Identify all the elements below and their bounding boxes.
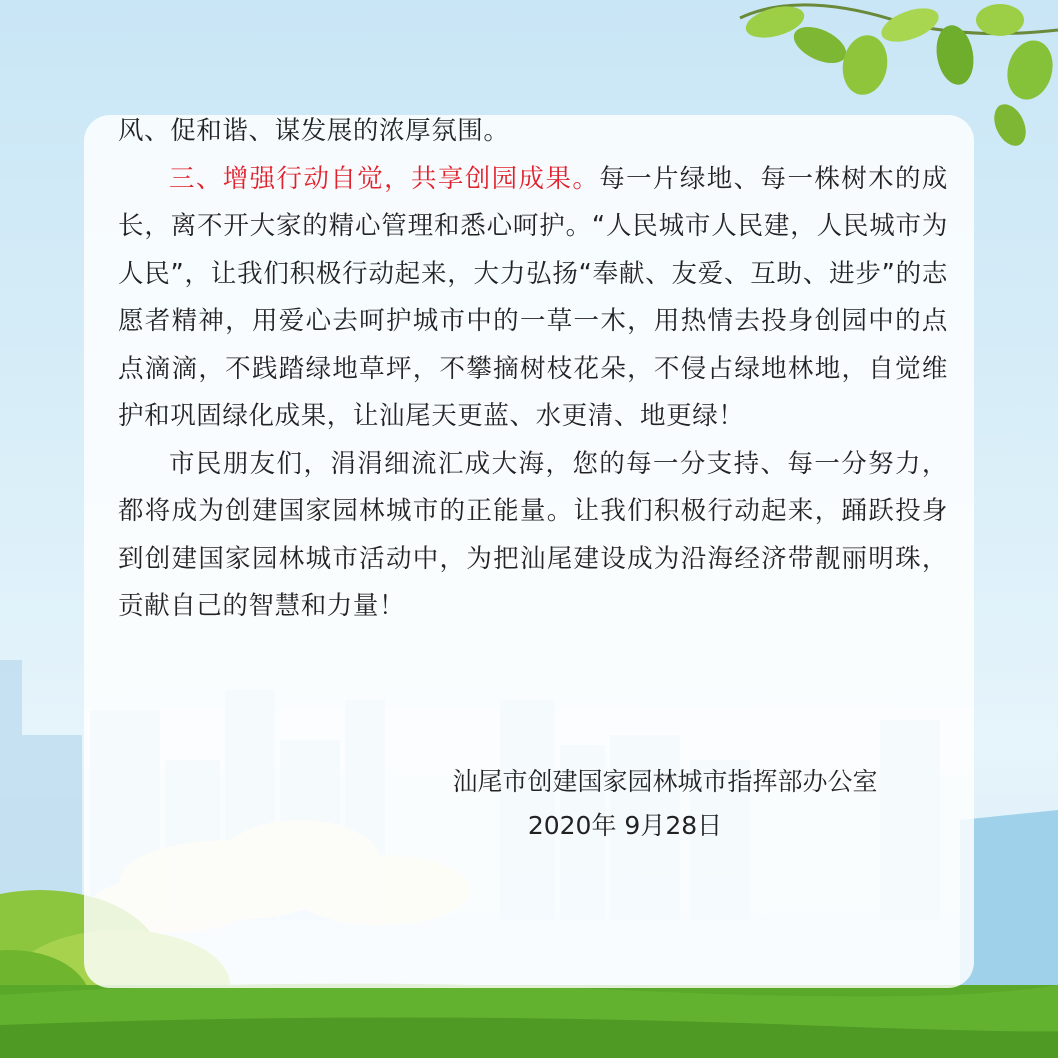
letter-body xyxy=(118,108,948,631)
section-three-heading: 三、增强行动自觉，共享创园成果。 xyxy=(169,163,600,194)
signature-date: 2020年 9月28日 xyxy=(527,811,723,840)
section-three-body: 每一片绿地、每一株树木的成长，离不开大家的精心管理和悉心呵护。“人民城市人民建，人民城市为人民”，让我们积极行动起来，大力弘扬“奉献、友爱、互助、进步”的志愿者精神，用爱心去呵护城市中的一草一木，用热情去投身创园中的点点滴滴，不践踏绿地草坪，不攀摘树枝花朵，不侵占绿地林地，自觉维护和巩固绿化成果，让汕尾天更蓝、水更清、地更绿！ xyxy=(118,163,948,431)
signature-organization: 汕尾市创建国家园林城市指挥部办公室 xyxy=(452,767,878,796)
paragraph-continuation: 风、促和谐、谋发展的浓厚氛围。 xyxy=(118,116,510,146)
signature-block xyxy=(400,760,930,848)
sea-area xyxy=(960,810,1058,1000)
paragraph-closing: 市民朋友们，涓涓细流汇成大海，您的每一分支持、每一分努力，都将成为创建国家园林城市的正能量。让我们积极行动起来，踊跃投身到创建国家园林城市活动中，为把汕尾建设成为沿海经济带靓丽明珠，贡献自己的智慧和力量！ xyxy=(118,448,948,621)
paragraph-section-three xyxy=(118,156,948,441)
